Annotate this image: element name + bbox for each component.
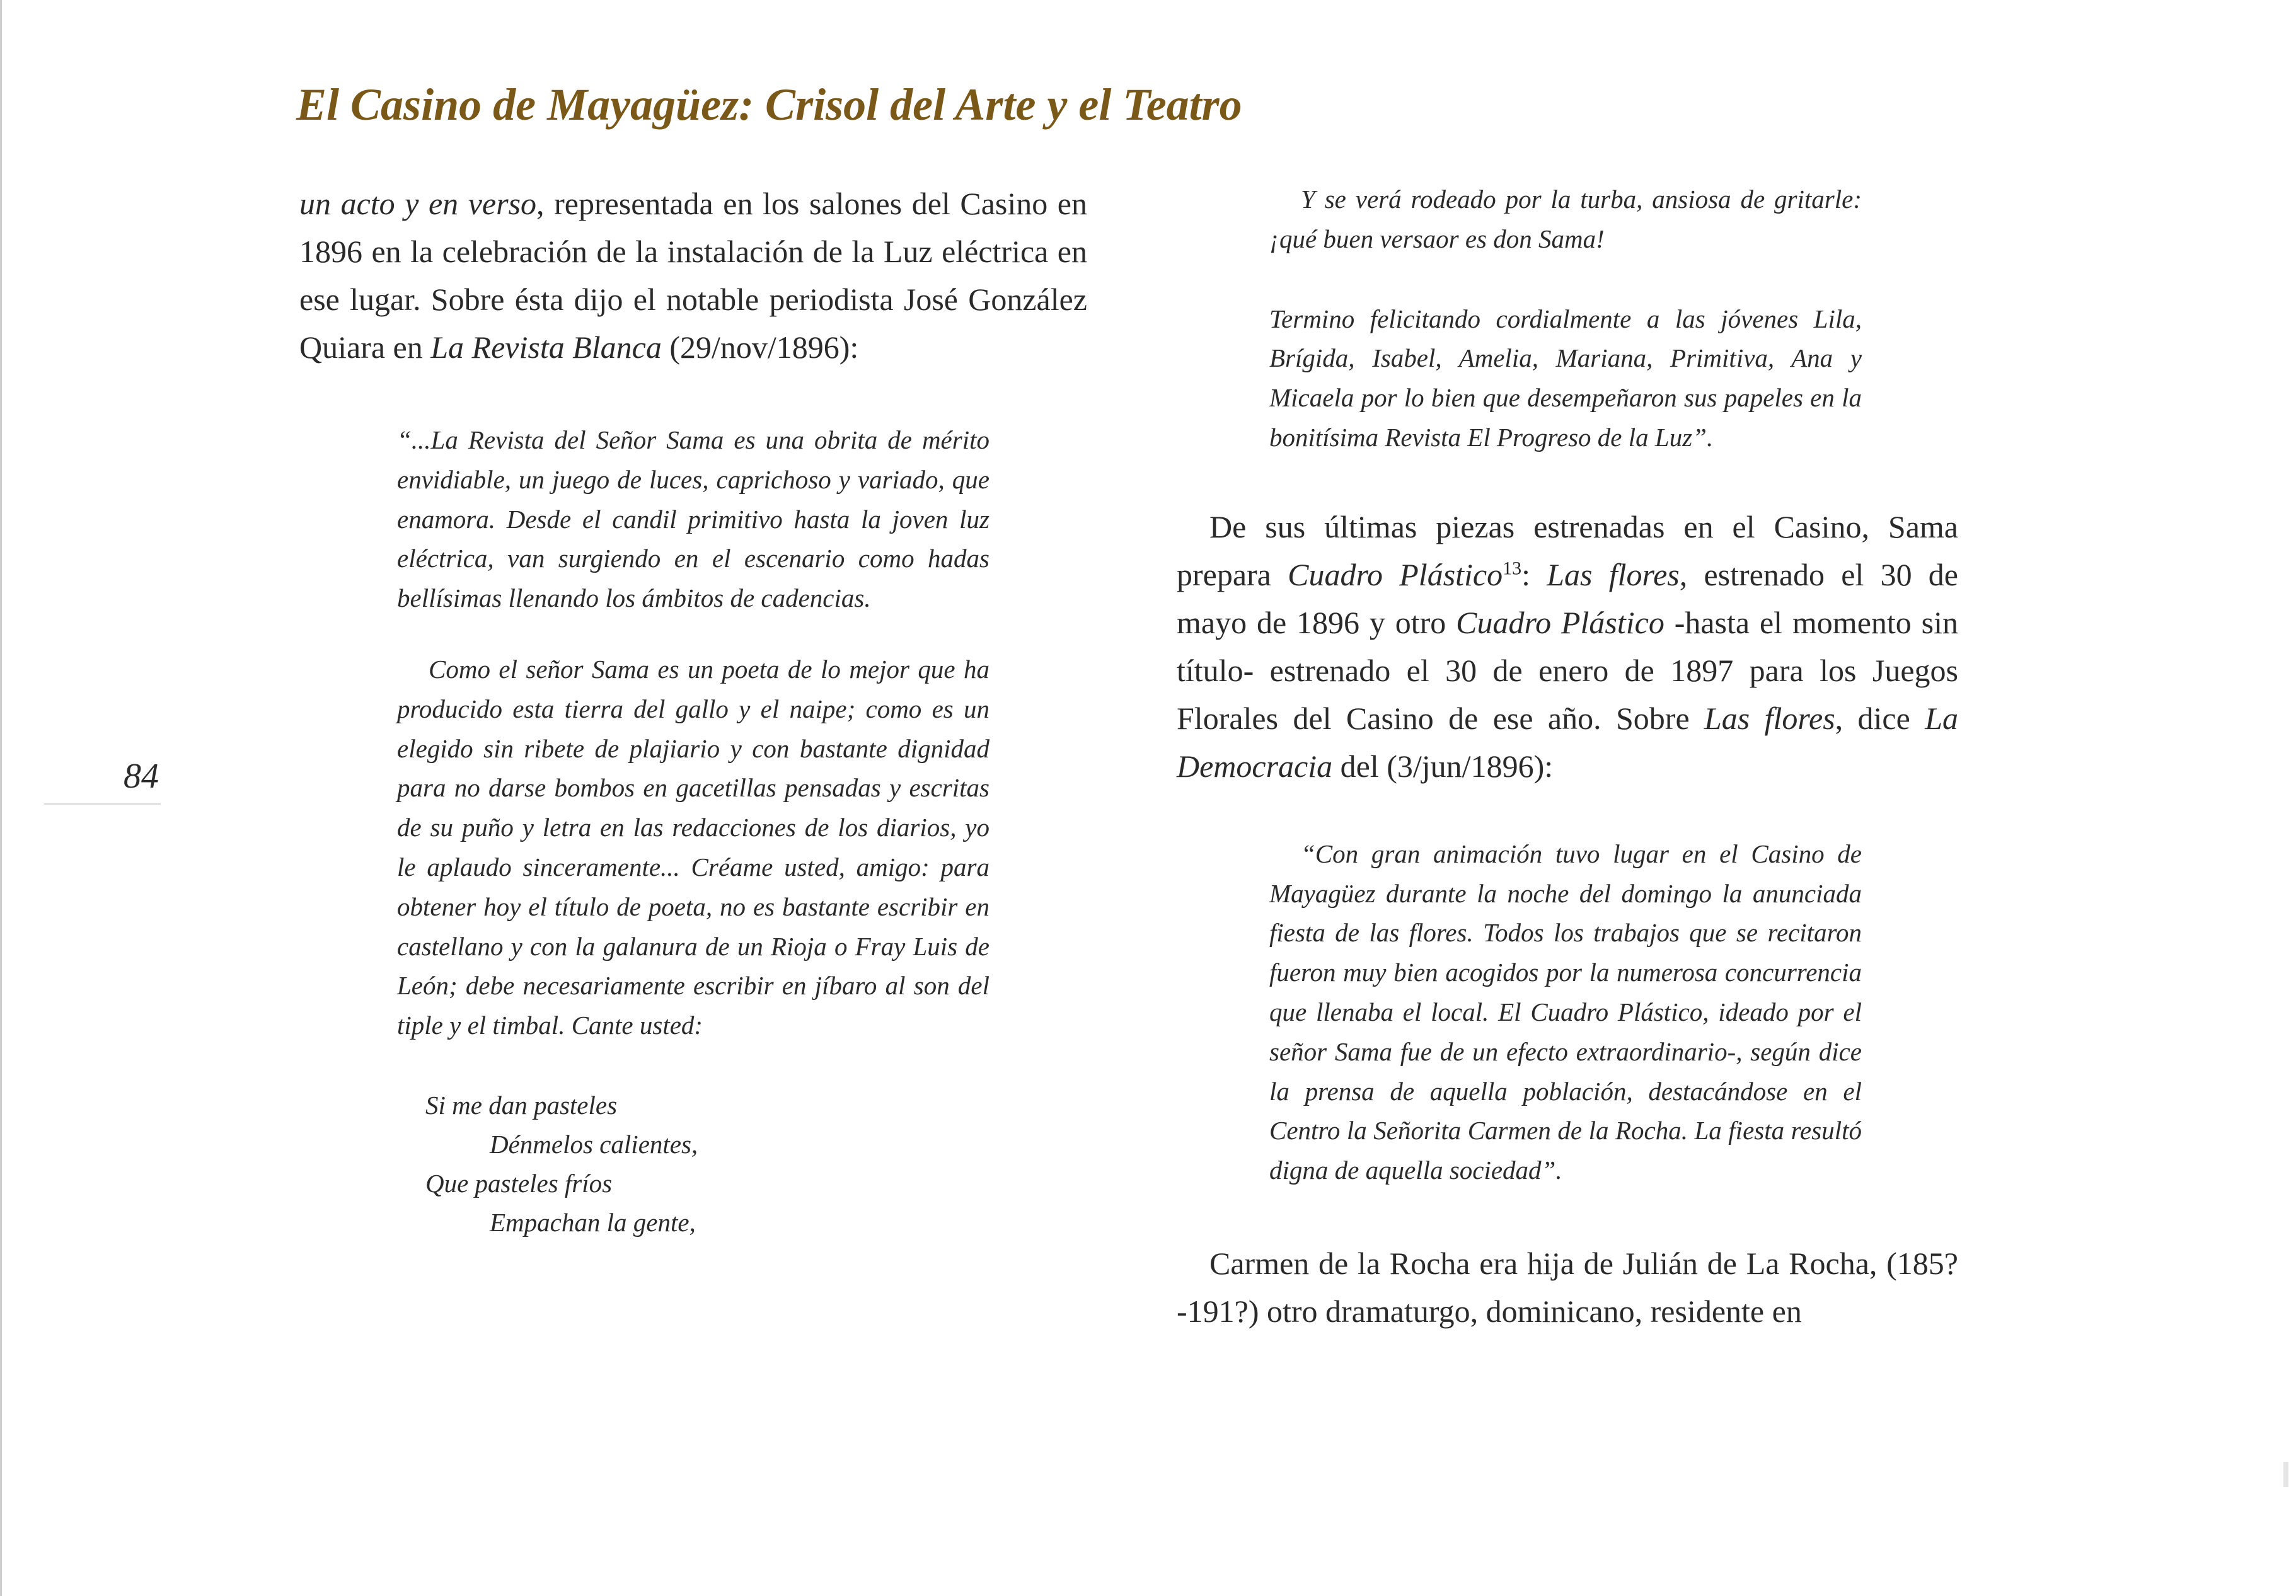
verse-line: Empachan la gente,: [490, 1207, 696, 1237]
paragraph-2-text: -hasta el momento sin título- estrenado el 30 de enero de 1897 para los Juegos Florales del Casino de ese año. Sobre: [1177, 604, 1958, 736]
paragraph-2-text: :: [1521, 556, 1547, 592]
quote-3: Y se verá rodeado por la turba, ansiosa de gritarle: ¡qué buen versaor es don Sama!: [1269, 185, 1862, 253]
verse-line: Si me dan pasteles: [425, 1090, 618, 1120]
quote-block-1: [397, 420, 989, 1045]
italic-work-title: un acto y en verso: [299, 186, 537, 221]
italic-publication: La Revista Blanca: [430, 330, 662, 365]
paragraph-2-text: De sus últimas piezas estrenadas en el Casino, Sama prepara: [1177, 508, 1958, 592]
paragraph-3: Carmen de la Rocha era hija de Julián de La Rocha, (185?-191?) otro dramaturgo, dominicano, residente en: [1177, 1245, 1958, 1329]
page-edge: [0, 0, 2, 1596]
paragraph-1-date: (29/nov/1896):: [661, 330, 859, 365]
paragraph-2: [1177, 503, 1958, 790]
quote-block-3: [1269, 834, 1862, 1190]
quote-2: Como el señor Sama es un poeta de lo mejor que ha producido esta tierra del gallo y el naipe; como es un elegido sin ribete de plajiario y con bastante dignidad para no darse bombos en gacetillas pensadas y escritas de su puño y letra en las redacciones de los diarios, yo le aplaudo sinceramente... Créame usted, amigo: para obtener hoy el título de poeta, no es bastante escribir en castellano y con la galanura de un Rioja o Fray Luis de León; debe necesariamente escribir en jíbaro al son del tiple y el timbal. Cante usted:: [397, 654, 989, 1040]
paragraph-2-text: , dice: [1835, 700, 1925, 736]
verse: [425, 1086, 1087, 1242]
paragraph-1: [299, 180, 1087, 371]
quote-4: Termino felicitando cordialmente a las jóvenes Lila, Brígida, Isabel, Amelia, Mariana, Primitiva, Ana y Micaela por lo bien que desempeñaron sus papeles en la bonitísima Revista El Progreso de la Luz”.: [1269, 304, 1862, 452]
quote-block-2: [1269, 180, 1862, 457]
italic-work-title: Las flores: [1704, 700, 1835, 736]
page-title: El Casino de Mayagüez: Crisol del Arte y el Teatro: [296, 79, 1242, 130]
page-number-rule: [44, 803, 161, 805]
verse-line: Dénmelos calientes,: [490, 1129, 698, 1159]
paragraph-2-text: , estrenado el 30 de mayo de 1896 y otro: [1177, 556, 1958, 640]
italic-work-title: Las flores: [1547, 556, 1680, 592]
italic-work-title: Cuadro Plástico: [1288, 556, 1503, 592]
paragraph-2-text: del (3/jun/1896):: [1332, 748, 1554, 784]
italic-publication: La Democracia: [1177, 700, 1958, 784]
quote-1: “...La Revista del Señor Sama es una obrita de mérito envidiable, un juego de luces, caprichoso y variado, que enamora. Desde el candil primitivo hasta la joven luz eléctrica, van surgiendo en el escenario como hadas bellísimas llenando los ámbitos de cadencias.: [397, 425, 989, 613]
page-number: 84: [124, 757, 159, 796]
scan-edge-mark: [2283, 1462, 2288, 1487]
footnote-ref: 13: [1503, 558, 1522, 579]
paragraph-1-text: , representada en los salones del Casino en 1896 en la celebración de la instalación de la Luz eléctrica en ese lugar. Sobre ésta dijo el notable periodista José González Quiara en: [299, 186, 1087, 365]
left-column: [299, 180, 1087, 1242]
italic-work-title: Cuadro Plástico: [1456, 604, 1664, 640]
quote-5: “Con gran animación tuvo lugar en el Casino de Mayagüez durante la noche del domingo la anunciada fiesta de las flores. Todos los trabajos que se recitaron fueron muy bien acogidos por la numerosa concurrencia que llenaba el local. El Cuadro Plástico, ideado por el señor Sama fue de un efecto extraordinario-, según dice la prensa de aquella población, destacándose en el Centro la Señorita Carmen de la Rocha. La fiesta resultó digna de aquella sociedad”.: [1269, 839, 1862, 1185]
right-column: [1177, 180, 1958, 1335]
verse-line: Que pasteles fríos: [425, 1168, 613, 1198]
